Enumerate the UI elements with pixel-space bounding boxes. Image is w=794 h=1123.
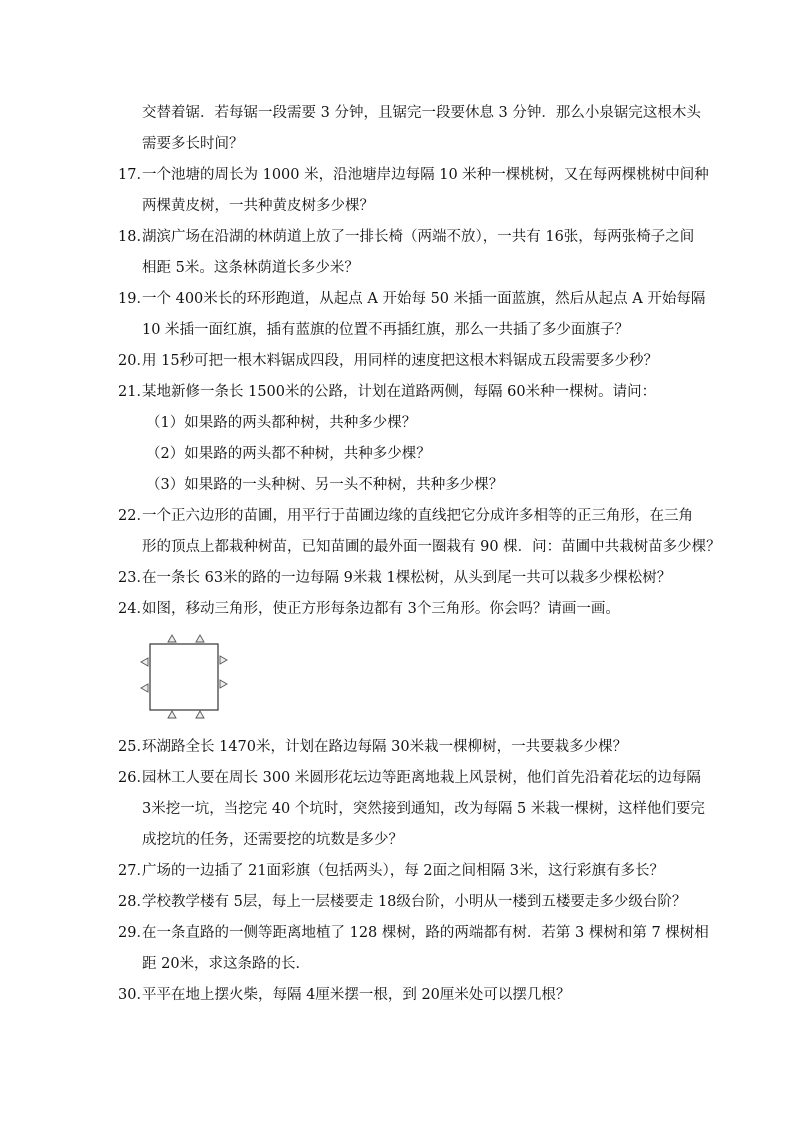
triangle-top-2 (196, 635, 204, 642)
worksheet-page: 交替着锯．若每锯一段需要 3 分钟，且锯完一段要休息 3 分钟．那么小泉锯完这根木头 需要多长时间？ 17． 一个池塘的周长为 1000 米，沿池塘岸边每隔 10 米种一棵桃树，又在每两棵桃树中间种 两棵黄皮树，一共种黄皮树多少棵？ 18． 湖滨广场在沿湖的林荫道上放了一排长椅（两端不放），一共有 16张，每两张椅子之间 相距 5米。这条林荫道长多少米？ 19． 一个 400米长的环形跑道，从起点 A 开始每 50 米插一面蓝旗，然后从起点 A 开始每隔 10 米插一面红旗，插有蓝旗的位置不再插红旗，那么一共插了多少面旗子？ 20． 用 15秒可把一根木料锯成四段，用同样的速度把这根木料锯成五段需要多少秒？ 21． 某地新修一条长 1500米的公路，计划在道路两侧，每隔 60米种一棵树。请问： （1）如果路的两头都种树，共种多少棵？ （2）如果路的两头都不种树，共种多少棵？ （3）如果路的一头种树、另一头不种树，共种多少棵？ 22． 一个正六边形的苗圃，用平行于苗圃边缘的直线把它分成许多相等的正三角形，在三角 形的顶点上都栽种树苗，已知苗圃的最外面一圈栽有 90 棵．问：苗圃中共栽树苗多少棵？ 23． 在一条长 63米的路的一边每隔 9米栽 1棵松树，从头到尾一共可以栽多少棵松树？ 24． 如图，移动三角形，使正方形每条边都有 3个三角形。你会吗？请画一画。 25． 环湖路全长 1470米，计划在路边每隔 30米栽一棵柳树，一共要栽多少棵？ 26． 园林工人要在周长 300 米圆形花坛边等距离地栽上风景树，他们首先沿着花坛的边每隔 3米挖一坑，当挖完 40 个坑时，突然接到通知，改为每隔 5 米栽一棵树，这样他们要完 成挖坑的任务，还需要挖的坑数是多少？ 27． 广场的一边插了 21面彩旗（包括两头），每 2面之间相隔 3米，这行彩旗有多长？ 28． 学校教学楼有 5层，每上一层楼要走 18级台阶，小明从一楼到五楼要走多少级台阶？ 29． 在一条直路的一侧等距离地植了 128 棵树，路的两端都有树．若第 3 棵树和第 7 棵树相 距 20米，求这条路的长． 30． 平平在地上摆火柴，每隔 4厘米摆一根，到 20厘米处可以摆几根？ (118, 105, 721, 1003)
triangle-left-2 (141, 684, 148, 692)
square-outline (150, 644, 218, 710)
triangle-right-2 (220, 680, 227, 688)
triangle-bottom-2 (196, 711, 204, 718)
triangle-top-1 (168, 635, 176, 642)
triangle-left-1 (141, 658, 148, 666)
triangle-right-1 (220, 656, 227, 664)
triangle-bottom-1 (168, 711, 176, 718)
square-triangles-figure (138, 632, 234, 722)
